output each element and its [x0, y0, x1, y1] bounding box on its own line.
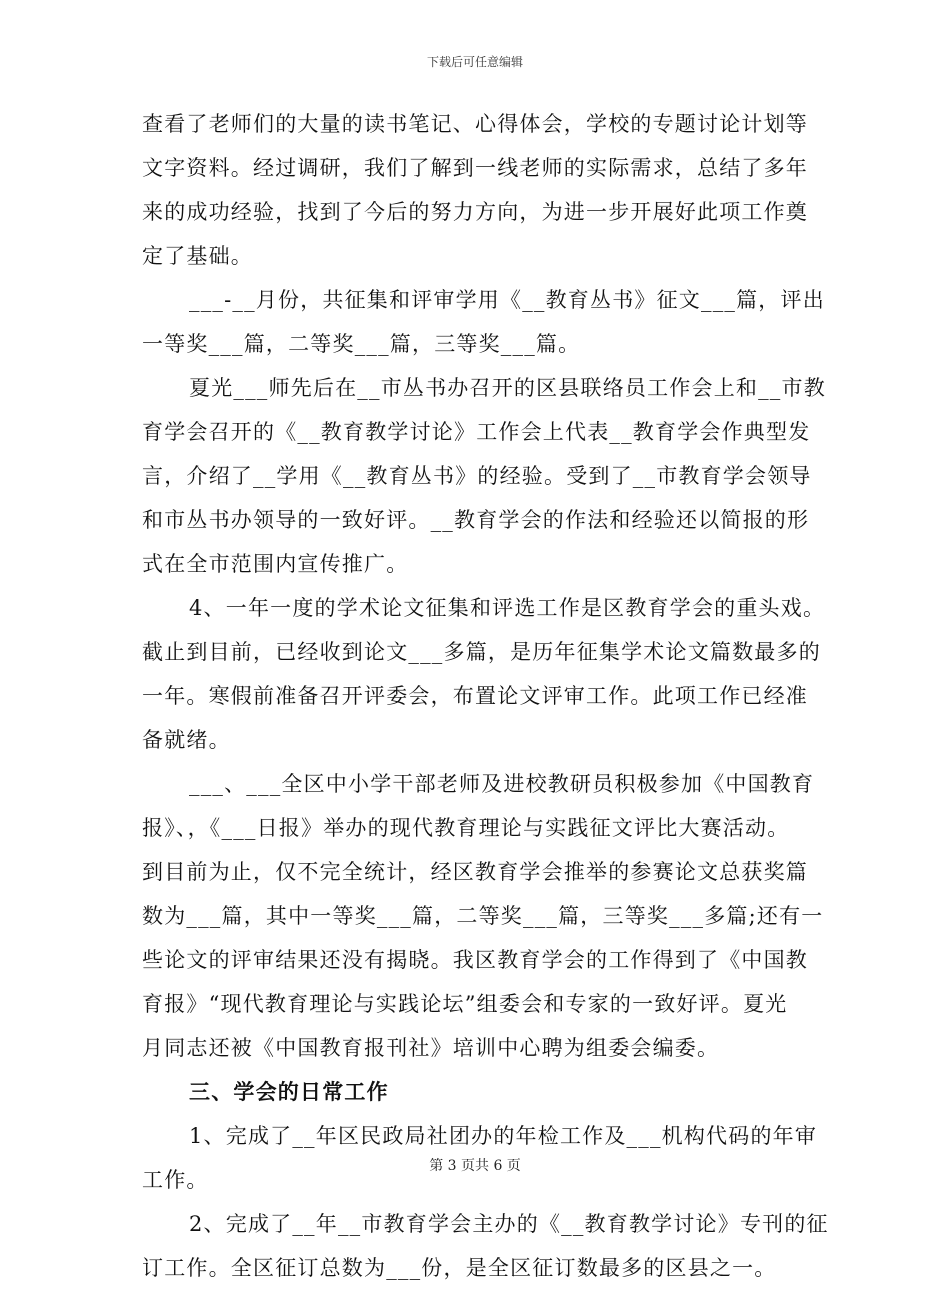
paragraph-line: 工作。: [142, 1168, 209, 1192]
paragraph-line: ___-__月份，共征集和评审学用《__教育丛书》征文___篇，评出: [189, 288, 825, 312]
paragraph-line: 文字资料。经过调研，我们了解到一线老师的实际需求，总结了多年: [142, 156, 808, 180]
paragraph-line: 一等奖___篇，二等奖___篇，三等奖___篇。: [142, 332, 581, 356]
paragraph-line: 和市丛书办领导的一致好评。__教育学会的作法和经验还以简报的形: [142, 508, 810, 532]
paragraph-line: 育学会召开的《__教育教学讨论》工作会上代表__教育学会作典型发: [142, 420, 811, 444]
paragraph-line: 1、完成了__年区民政局社团办的年检工作及___机构代码的年审: [189, 1124, 818, 1148]
paragraph-line: 4、一年一度的学术论文征集和评选工作是区教育学会的重头戏。: [189, 596, 826, 620]
paragraph-line: 订工作。全区征订总数为___份，是全区征订数最多的区县之一。: [142, 1256, 777, 1280]
paragraph-line: 到目前为止，仅不完全统计，经区教育学会推举的参赛论文总获奖篇: [142, 860, 808, 884]
paragraph-line: 育报》“现代教育理论与实践论坛”组委会和专家的一致好评。夏光: [142, 992, 788, 1016]
paragraph-line: 截止到目前，已经收到论文___多篇，是历年征集学术论文篇数最多的: [142, 640, 821, 664]
paragraph-line: 些论文的评审结果还没有揭晓。我区教育学会的工作得到了《中国教: [142, 948, 808, 972]
paragraph-line: 来的成功经验，找到了今后的努力方向，为进一步开展好此项工作奠: [142, 200, 808, 224]
paragraph-line: 定了基础。: [142, 244, 253, 268]
paragraph-line: 2、完成了__年__市教育学会主办的《__教育教学讨论》专刊的征: [189, 1212, 829, 1236]
page-number: 第 3 页共 6 页: [429, 1158, 521, 1174]
paragraph-line: 月同志还被《中国教育报刊社》培训中心聘为组委会编委。: [142, 1036, 720, 1060]
paragraph-line: 备就绪。: [142, 728, 231, 752]
paragraph-line: 言，介绍了__学用《__教育丛书》的经验。受到了__市教育学会领导: [142, 464, 812, 488]
paragraph-line: 数为___篇，其中一等奖___篇，二等奖___篇，三等奖___多篇;还有一: [142, 904, 824, 928]
paragraph-line: 夏光___师先后在__市丛书办召开的区县联络员工作会上和__市教: [189, 376, 826, 400]
paragraph-line: ___、___全区中小学干部老师及进校教研员积极参加《中国教育: [189, 772, 815, 796]
document-body: [142, 102, 829, 1290]
section-heading: 三、学会的日常工作: [189, 1079, 389, 1104]
paragraph-line: 报》、，《___日报》举办的现代教育理论与实践征文评比大赛活动。: [142, 816, 790, 840]
page-header: 下载后可任意编辑: [426, 55, 523, 69]
paragraph-line: 式在全市范围内宣传推广。: [142, 552, 409, 576]
paragraph-line: 一年。寒假前准备召开评委会，布置论文评审工作。此项工作已经准: [142, 684, 808, 708]
paragraph-line: 查看了老师们的大量的读书笔记、心得体会，学校的专题讨论计划等: [142, 112, 808, 136]
